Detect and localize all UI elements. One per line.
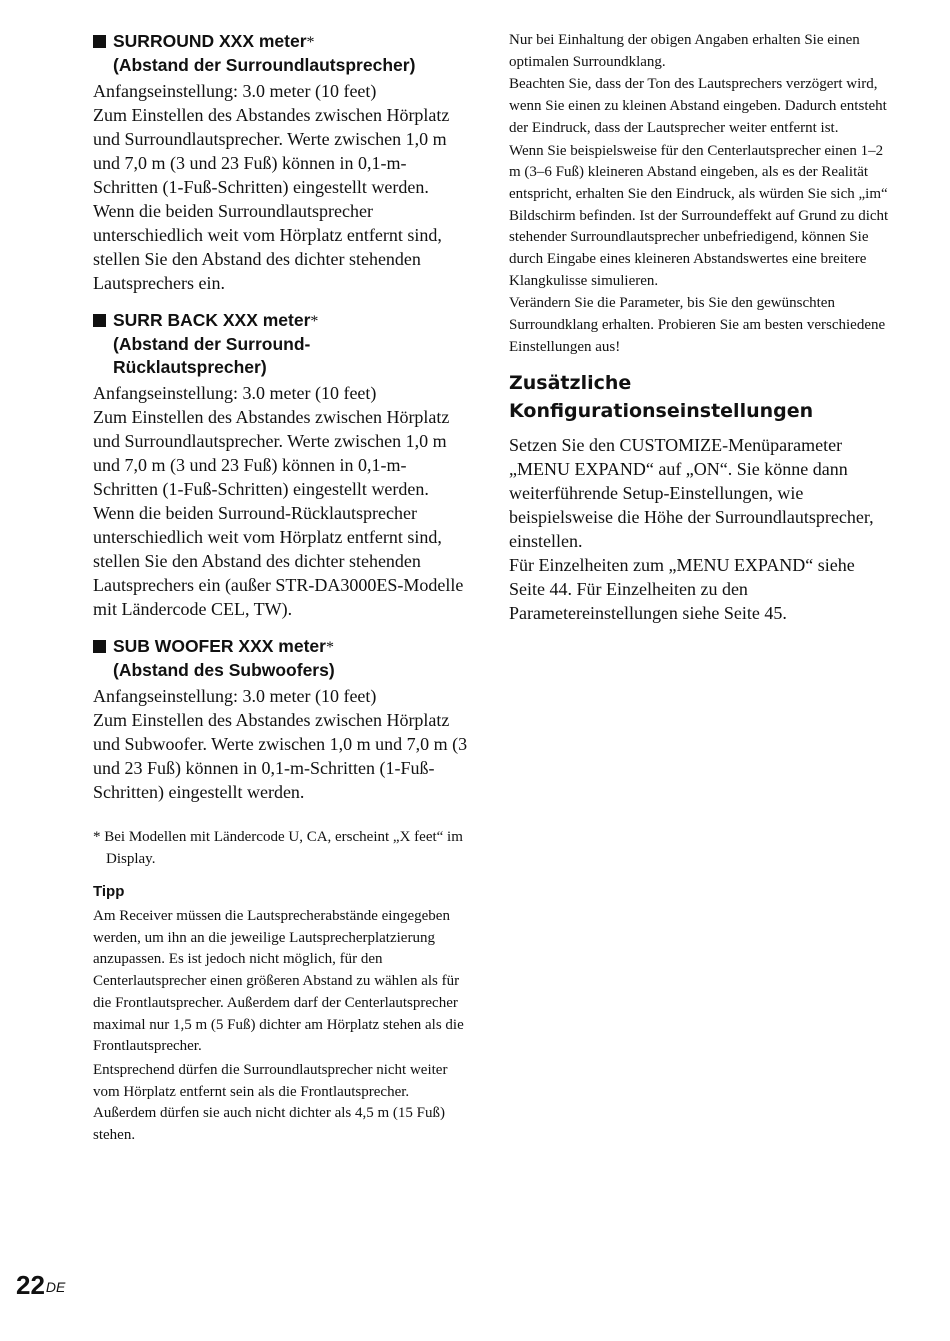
page-number-value: 22 [16, 1270, 45, 1300]
page-language-suffix: DE [45, 1279, 66, 1295]
page-number [16, 1270, 65, 1300]
tip-body [93, 906, 468, 1147]
left-column [93, 30, 468, 1149]
heading-line: (Abstand der Surround- [113, 334, 311, 354]
right-column [509, 30, 889, 625]
heading-line: SURROUND XXX meter [113, 31, 307, 51]
square-bullet-icon [93, 314, 106, 327]
initial-setting-text: Anfangseinstellung: 3.0 meter (10 feet) [93, 383, 377, 403]
paragraph: Zum Einstellen des Abstandes zwischen Hörplatz und Surroundlautsprecher. Werte zwischen 1,0 m und 7,0 m (3 und 23 Fuß) können in 0,1-m-Schritten (1-Fuß-Schritten) eingestellt werden. [93, 105, 450, 197]
section-subwoofer-distance [93, 635, 468, 804]
heading-line: Zusätzliche [509, 371, 632, 394]
heading-line: SURR BACK XXX meter [113, 310, 311, 330]
paragraph: Wenn die beiden Surround-Rücklautsprecher unterschiedlich weit vom Hörplatz entfernt sind, stellen Sie den Abstand des dichter stehenden Lautsprechers ein (außer STR-DA3000ES-Modelle mit Ländercode CEL, TW). [93, 503, 464, 619]
tip-paragraph: Nur bei Einhaltung der obigen Angaben erhalten Sie einen optimalen Surroundklang. [509, 32, 860, 70]
paragraph: Zum Einstellen des Abstandes zwischen Hörplatz und Subwoofer. Werte zwischen 1,0 m und 7,0 m (3 und 23 Fuß) können in 0,1-m-Schritten (1-Fuß-Schritten) eingestellt werden. [93, 710, 468, 802]
tip-paragraph: Am Receiver müssen die Lautsprecherabstände eingegeben werden, um ihn an die jeweilige Lautsprecherplatzierung anzupassen. Es ist jedoch nicht möglich, für den Centerlautsprecher einen größeren Abstand zu wählen als für die Frontlautsprecher. Außerdem darf der Centerlautsprecher maximal nur 1,5 m (5 Fuß) dichter am Hörplatz stehen als die Frontlautsprecher. [93, 908, 464, 1055]
section-heading [93, 30, 468, 77]
section-body [93, 684, 468, 804]
heading-line: Rücklautsprecher) [113, 357, 267, 377]
additional-settings-body [509, 433, 889, 625]
heading-line: SUB WOOFER XXX meter [113, 636, 326, 656]
paragraph: Setzen Sie den CUSTOMIZE-Menüparameter „MENU EXPAND“ auf „ON“. Sie könne dann weiterführende Setup-Einstellungen, wie beispielsweise die Höhe der Surroundlautsprecher, einstellen. [509, 434, 874, 551]
section-heading [93, 309, 468, 379]
tip-paragraph: Verändern Sie die Parameter, bis Sie den gewünschten Surroundklang erhalten. Probieren Sie am besten verschiedene Einstellungen aus! [509, 295, 886, 355]
heading-line: (Abstand der Surroundlautsprecher) [113, 55, 416, 75]
section-surround-distance [93, 30, 468, 295]
footnote-marker: * [306, 34, 315, 51]
tip-title: Tipp [93, 883, 125, 900]
footnote-marker: * [325, 639, 334, 656]
tip-paragraph: Beachten Sie, dass der Ton des Lautsprechers verzögert wird, wenn Sie einen zu kleinen Abstand eingeben. Dadurch entsteht der Eindruck, dass der Lautsprecher weiter entfernt ist. [509, 76, 887, 136]
section-heading [93, 635, 468, 682]
section-body [93, 79, 468, 295]
initial-setting-text: Anfangseinstellung: 3.0 meter (10 feet) [93, 81, 377, 101]
tip-paragraph: Entsprechend dürfen die Surroundlautsprecher nicht weiter vom Hörplatz entfernt sein als die Frontlautsprecher. Außerdem dürfen sie auch nicht dichter als 4,5 m (15 Fuß) stehen. [93, 1061, 448, 1144]
square-bullet-icon [93, 35, 106, 48]
additional-settings-heading [509, 369, 889, 425]
footnote-marker: * [310, 313, 319, 330]
tip-paragraph: Wenn Sie beispielsweise für den Centerlautsprecher einen 1–2 m (3–6 Fuß) kleineren Abstand eingeben, als es der Realität entspricht, erhalten Sie den Eindruck, als würden Sie sich „im“ Bildschirm befinden. Ist der Surroundeffekt auf Grund zu dicht stehender Surroundlautsprecher unbefriedigend, können Sie durch Eingabe eines kleineren Abstandswertes eine breitere Klangkulisse simulieren. [509, 142, 889, 289]
initial-setting-text: Anfangseinstellung: 3.0 meter (10 feet) [93, 686, 377, 706]
section-surr-back-distance [93, 309, 468, 621]
footnote: * Bei Modellen mit Ländercode U, CA, erscheint „X feet“ im Display. [93, 829, 463, 867]
heading-line: (Abstand des Subwoofers) [113, 660, 335, 680]
section-body [93, 381, 468, 621]
paragraph: Wenn die beiden Surroundlautsprecher unterschiedlich weit vom Hörplatz entfernt sind, stellen Sie den Abstand des dichter stehenden Lautsprechers ein. [93, 201, 442, 293]
paragraph: Für Einzelheiten zum „MENU EXPAND“ siehe Seite 44. Für Einzelheiten zu den Parametereinstellungen siehe Seite 45. [509, 554, 855, 623]
tip-continuation [509, 30, 889, 359]
square-bullet-icon [93, 640, 106, 653]
paragraph: Zum Einstellen des Abstandes zwischen Hörplatz und Surroundlautsprecher. Werte zwischen 1,0 m und 7,0 m (3 und 23 Fuß) können in 0,1-m-Schritten (1-Fuß-Schritten) eingestellt werden. [93, 407, 450, 499]
heading-line: Konfigurationseinstellungen [509, 399, 814, 422]
